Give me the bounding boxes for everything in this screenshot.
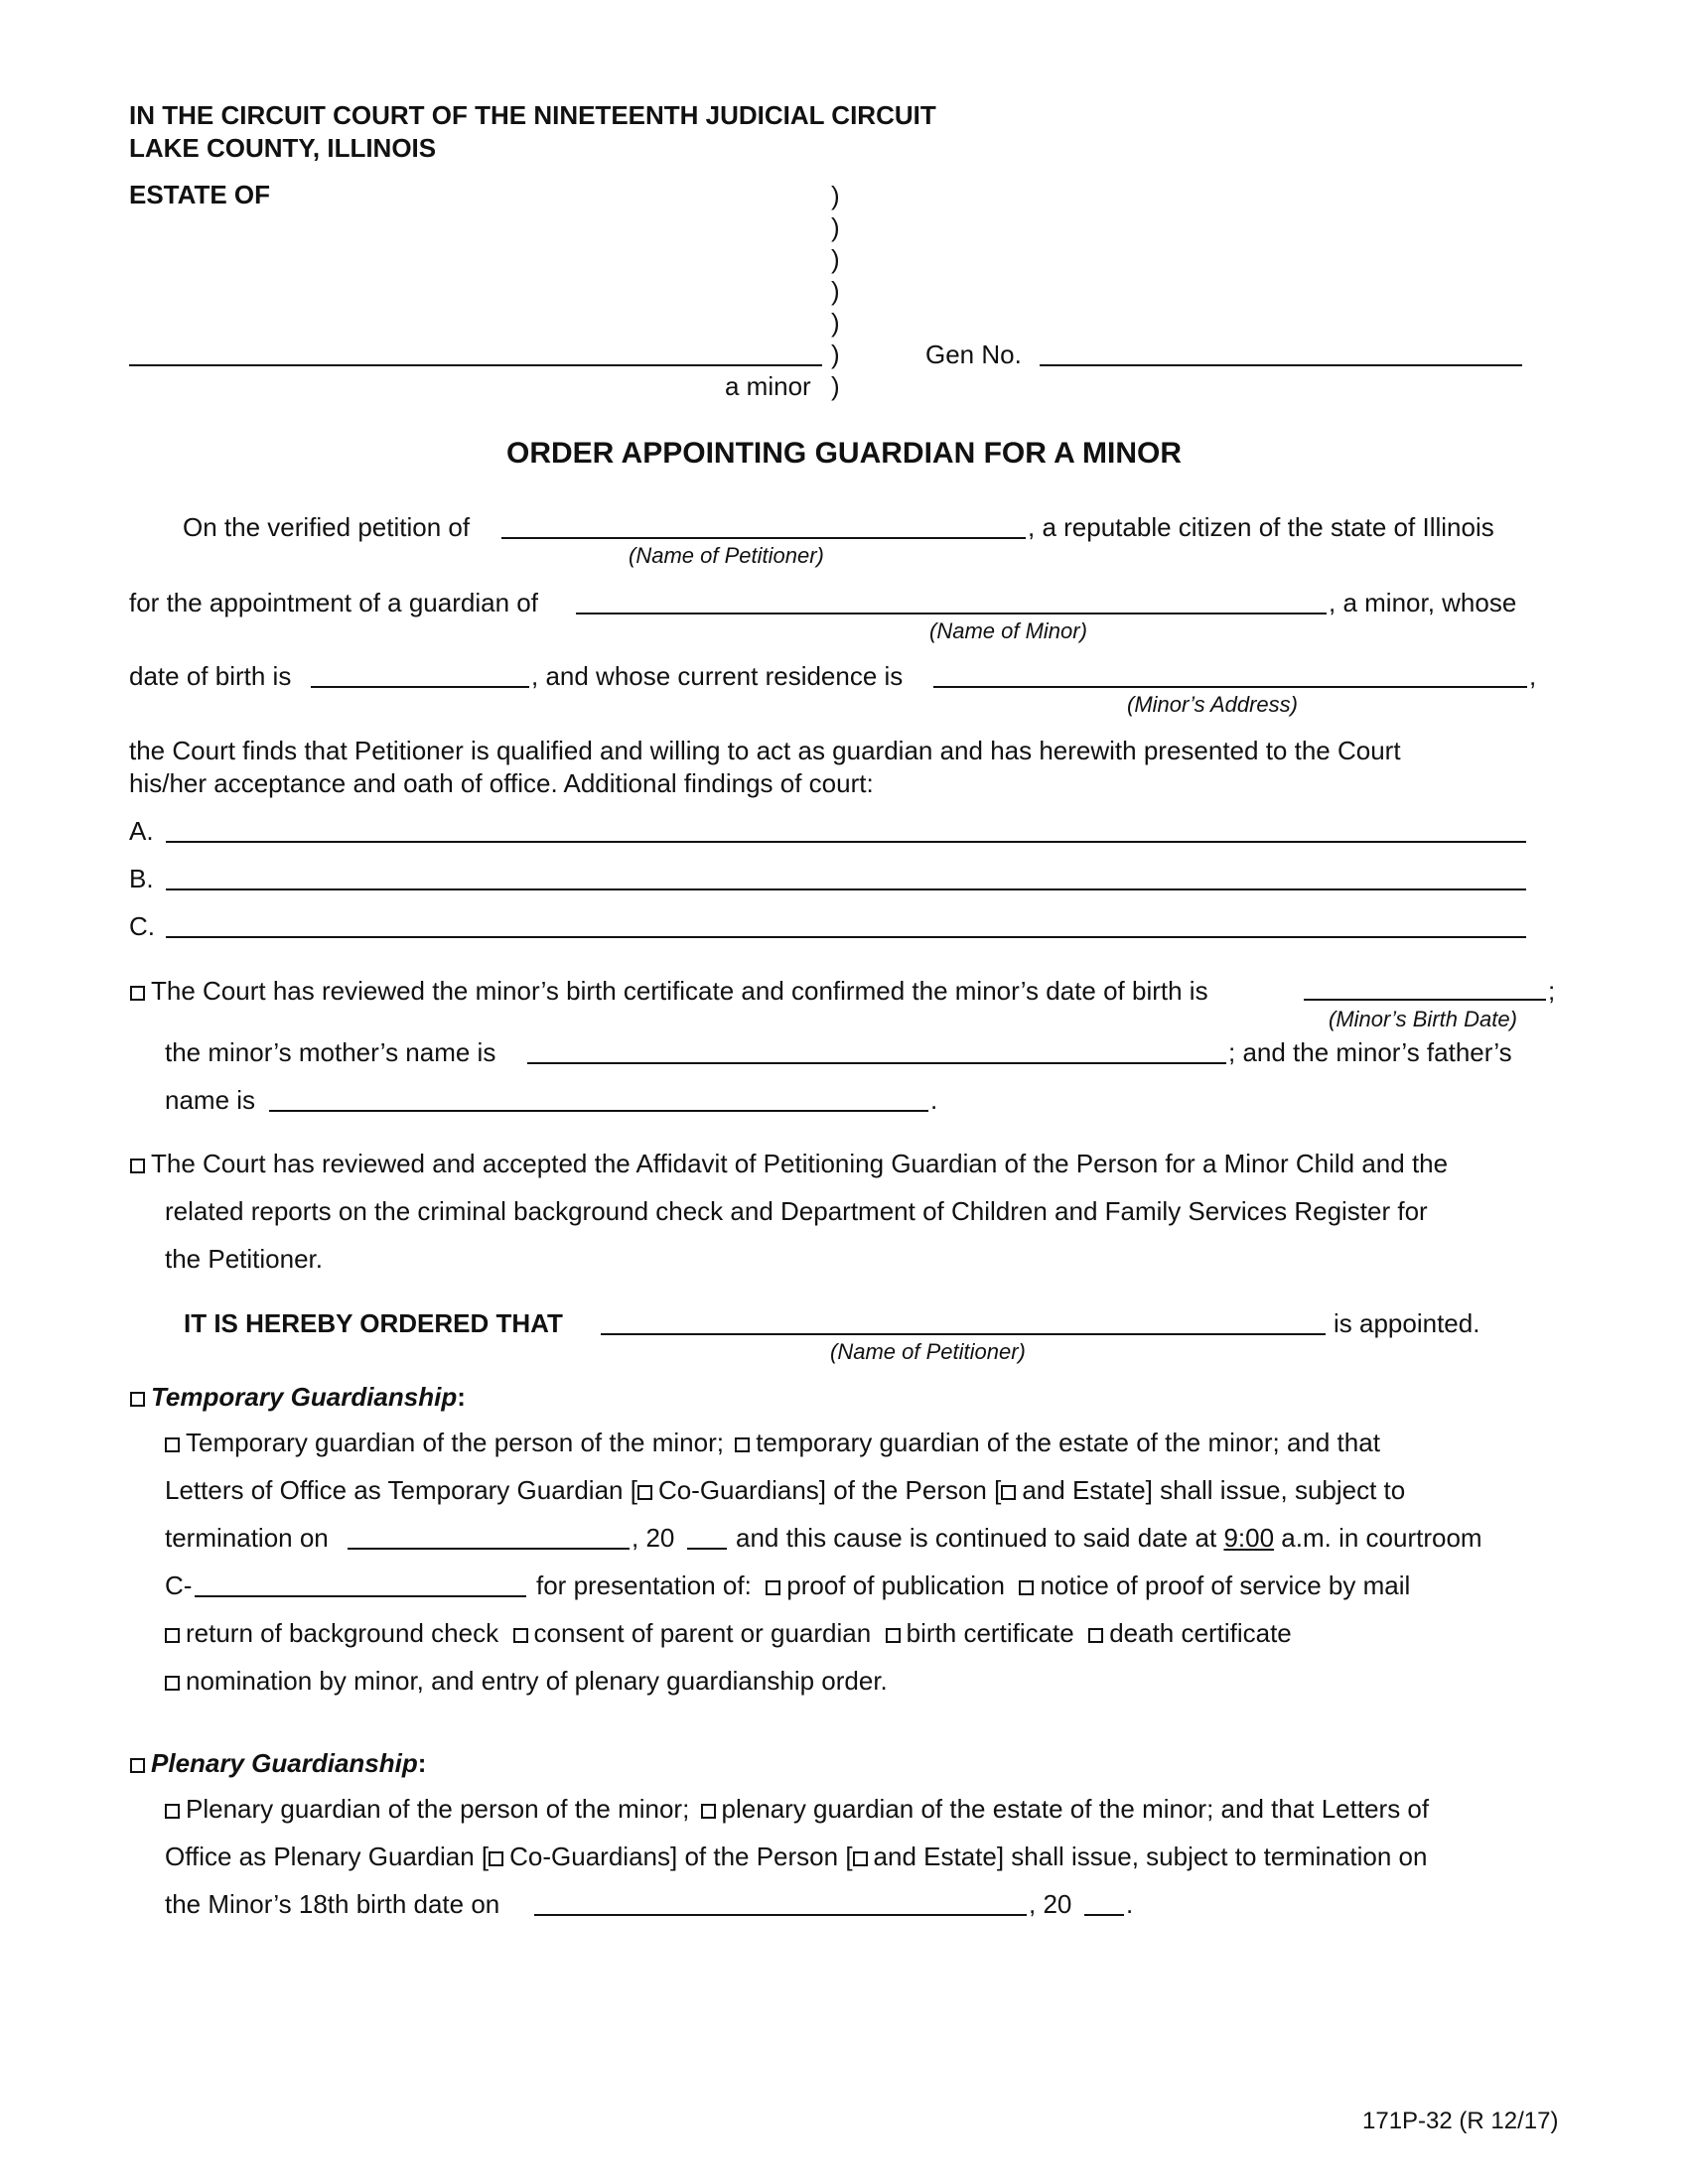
name-is-label: name is [165, 1085, 256, 1115]
presentation-of-label: for presentation of: [536, 1570, 752, 1600]
plenary-guardianship-checkbox[interactable] [130, 1758, 145, 1773]
form-number: 171P-32 (R 12/17) [1362, 2108, 1559, 2134]
reputable-citizen-text: , a reputable citizen of the state of Illinois [1028, 512, 1494, 542]
petition-intro: On the verified petition of [183, 512, 471, 542]
caption-paren: ) [831, 276, 840, 306]
presentation-items-line3 [165, 1668, 888, 1694]
minor-address-caption: (Minor’s Address) [1127, 692, 1298, 717]
temporary-guardianship-title: Temporary Guardianship [151, 1382, 458, 1412]
gen-no-label: Gen No. [925, 340, 1022, 369]
return-background-label: return of background check [186, 1618, 499, 1648]
temporary-guardianship-checkbox[interactable] [130, 1392, 145, 1407]
plenary-and-estate-text: and Estate] shall issue, subject to termination on [873, 1842, 1428, 1871]
notice-of-proof-checkbox[interactable] [1019, 1580, 1034, 1595]
plenary-period: . [1126, 1889, 1134, 1919]
nomination-label: nomination by minor, and entry of plenary guardianship order. [186, 1666, 888, 1696]
temp-co-guardians-checkbox[interactable] [637, 1485, 652, 1500]
a-minor-whose-text: , a minor, whose [1329, 588, 1517, 617]
finding-b-label: B. [129, 864, 154, 893]
temp-person-text: Temporary guardian of the person of the minor; [186, 1428, 724, 1457]
plenary-guardianship-heading [130, 1750, 426, 1776]
notice-of-proof-label: notice of proof of service by mail [1040, 1570, 1411, 1600]
temp-and-estate-text: and Estate] shall issue, subject to [1022, 1475, 1406, 1505]
finding-b-field[interactable] [166, 888, 1526, 890]
temp-letters-text: Letters of Office as Temporary Guardian [ [165, 1475, 637, 1505]
temp-year-prefix: , 20 [632, 1523, 675, 1553]
appointed-guardian-field[interactable] [601, 1333, 1326, 1335]
caption-paren: ) [831, 212, 840, 242]
affidavit-text-line3: the Petitioner. [165, 1244, 323, 1274]
continued-text [736, 1525, 1482, 1551]
temp-estate-checkbox[interactable] [735, 1437, 750, 1452]
mothers-name-label: the minor’s mother’s name is [165, 1037, 496, 1067]
fathers-name-field[interactable] [269, 1110, 928, 1112]
appointed-name-caption: (Name of Petitioner) [830, 1339, 1026, 1364]
temp-person-checkbox[interactable] [165, 1437, 180, 1452]
minor-name-field[interactable] [129, 364, 822, 366]
affidavit-text-line1: The Court has reviewed and accepted the Affidavit of Petitioning Guardian of the Person for a Minor Child and the [151, 1149, 1449, 1178]
proof-of-publication-checkbox[interactable] [766, 1580, 780, 1595]
proof-of-publication-label: proof of publication [786, 1570, 1005, 1600]
current-residence-text: , and whose current residence is [531, 661, 904, 691]
caption-paren: ) [831, 244, 840, 274]
date-of-birth-field[interactable] [311, 686, 529, 688]
caption-paren: ) [831, 308, 840, 338]
birth-date-field[interactable] [1304, 999, 1546, 1001]
courtroom-prefix: C- [165, 1570, 193, 1600]
petitioner-name-field[interactable] [501, 537, 1026, 539]
birth-certificate-label: birth certificate [906, 1618, 1074, 1648]
affidavit-statement [130, 1151, 1448, 1176]
plenary-co-guardians-text: Co-Guardians] of the Person [ [509, 1842, 853, 1871]
temporary-heading-colon: : [457, 1382, 466, 1412]
temp-co-guardians-text: Co-Guardians] of the Person [ [657, 1475, 1002, 1505]
birth-cert-checkbox[interactable] [130, 986, 145, 1001]
minor-address-field[interactable] [933, 686, 1527, 688]
birth-date-caption: (Minor’s Birth Date) [1329, 1007, 1517, 1031]
temporary-guardianship-heading [130, 1384, 466, 1410]
fathers-name-period: . [930, 1085, 938, 1115]
eighteenth-birthday-field[interactable] [534, 1914, 1027, 1916]
birth-date-semicolon: ; [1548, 976, 1556, 1006]
plenary-person-checkbox[interactable] [165, 1804, 180, 1819]
is-appointed-text: is appointed. [1334, 1308, 1480, 1338]
address-comma: , [1529, 661, 1537, 691]
hearing-time: 9:00 [1223, 1523, 1275, 1553]
continued-text-a: and this cause is continued to said date at [736, 1523, 1217, 1553]
county-name: LAKE COUNTY, ILLINOIS [129, 133, 437, 163]
finding-c-field[interactable] [166, 936, 1526, 938]
findings-text-line1: the Court finds that Petitioner is qualified and willing to act as guardian and has herewith presented to the Court [129, 736, 1401, 765]
death-certificate-label: death certificate [1109, 1618, 1292, 1648]
gen-no-field[interactable] [1040, 364, 1522, 366]
petitioner-name-caption: (Name of Petitioner) [629, 543, 824, 568]
page-title: ORDER APPOINTING GUARDIAN FOR A MINOR [506, 437, 1182, 470]
nomination-checkbox[interactable] [165, 1676, 180, 1691]
temp-estate-text: temporary guardian of the estate of the minor; and that [756, 1428, 1380, 1457]
plenary-office-text: Office as Plenary Guardian [ [165, 1842, 490, 1871]
court-name: IN THE CIRCUIT COURT OF THE NINETEENTH JUDICIAL CIRCUIT [129, 100, 936, 130]
minor-name-caption: (Name of Minor) [929, 618, 1087, 643]
birth-cert-text: The Court has reviewed the minor’s birth certificate and confirmed the minor’s date of birth is [151, 976, 1208, 1006]
minor-name-field-2[interactable] [576, 613, 1327, 614]
plenary-guardianship-title: Plenary Guardianship [151, 1748, 418, 1778]
fathers-name-text: ; and the minor’s father’s [1228, 1037, 1512, 1067]
plenary-co-guardians-checkbox[interactable] [489, 1851, 503, 1866]
presentation-items-line2 [165, 1620, 1292, 1646]
plenary-line2 [165, 1843, 1427, 1869]
plenary-estate-checkbox[interactable] [701, 1804, 716, 1819]
temp-and-estate-checkbox[interactable] [1001, 1485, 1016, 1500]
affidavit-checkbox[interactable] [130, 1159, 145, 1173]
caption-paren: ) [831, 181, 840, 210]
plenary-line1 [165, 1796, 1429, 1822]
plenary-year-field[interactable] [1084, 1914, 1124, 1916]
consent-parent-checkbox[interactable] [513, 1628, 528, 1643]
return-background-checkbox[interactable] [165, 1628, 180, 1643]
termination-on-label: termination on [165, 1523, 329, 1553]
plenary-estate-text: plenary guardian of the estate of the minor; and that Letters of [721, 1794, 1430, 1824]
affidavit-text-line2: related reports on the criminal background check and Department of Children and Family Services Register for [165, 1196, 1428, 1226]
findings-text-line2: his/her acceptance and oath of office. Additional findings of court: [129, 768, 874, 798]
estate-of-label: ESTATE OF [129, 180, 271, 209]
caption-paren: ) [831, 371, 840, 401]
consent-parent-label: consent of parent or guardian [533, 1618, 872, 1648]
hereby-ordered-label: IT IS HEREBY ORDERED THAT [184, 1308, 563, 1338]
appointment-text: for the appointment of a guardian of [129, 588, 538, 617]
plenary-and-estate-checkbox[interactable] [853, 1851, 868, 1866]
caption-paren: ) [831, 340, 840, 369]
courtroom-field[interactable] [195, 1595, 526, 1597]
eighteenth-birthday-label: the Minor’s 18th birth date on [165, 1889, 500, 1919]
finding-a-field[interactable] [166, 841, 1526, 843]
mothers-name-field[interactable] [527, 1062, 1226, 1064]
plenary-person-text: Plenary guardian of the person of the minor; [186, 1794, 690, 1824]
birth-cert-statement [130, 978, 1208, 1004]
continued-text-b: a.m. in courtroom [1281, 1523, 1482, 1553]
temporary-line1 [165, 1430, 1380, 1455]
death-certificate-checkbox[interactable] [1088, 1628, 1103, 1643]
plenary-year-prefix: , 20 [1029, 1889, 1072, 1919]
termination-date-field[interactable] [348, 1548, 630, 1550]
temporary-line2 [165, 1477, 1405, 1503]
date-of-birth-label: date of birth is [129, 661, 292, 691]
finding-c-label: C. [129, 911, 155, 941]
birth-certificate-checkbox[interactable] [886, 1628, 901, 1643]
finding-a-label: A. [129, 816, 154, 846]
presentation-items-line1 [536, 1572, 1410, 1598]
a-minor-label: a minor [725, 371, 811, 401]
plenary-heading-colon: : [417, 1748, 427, 1778]
temp-year-field[interactable] [687, 1548, 727, 1550]
